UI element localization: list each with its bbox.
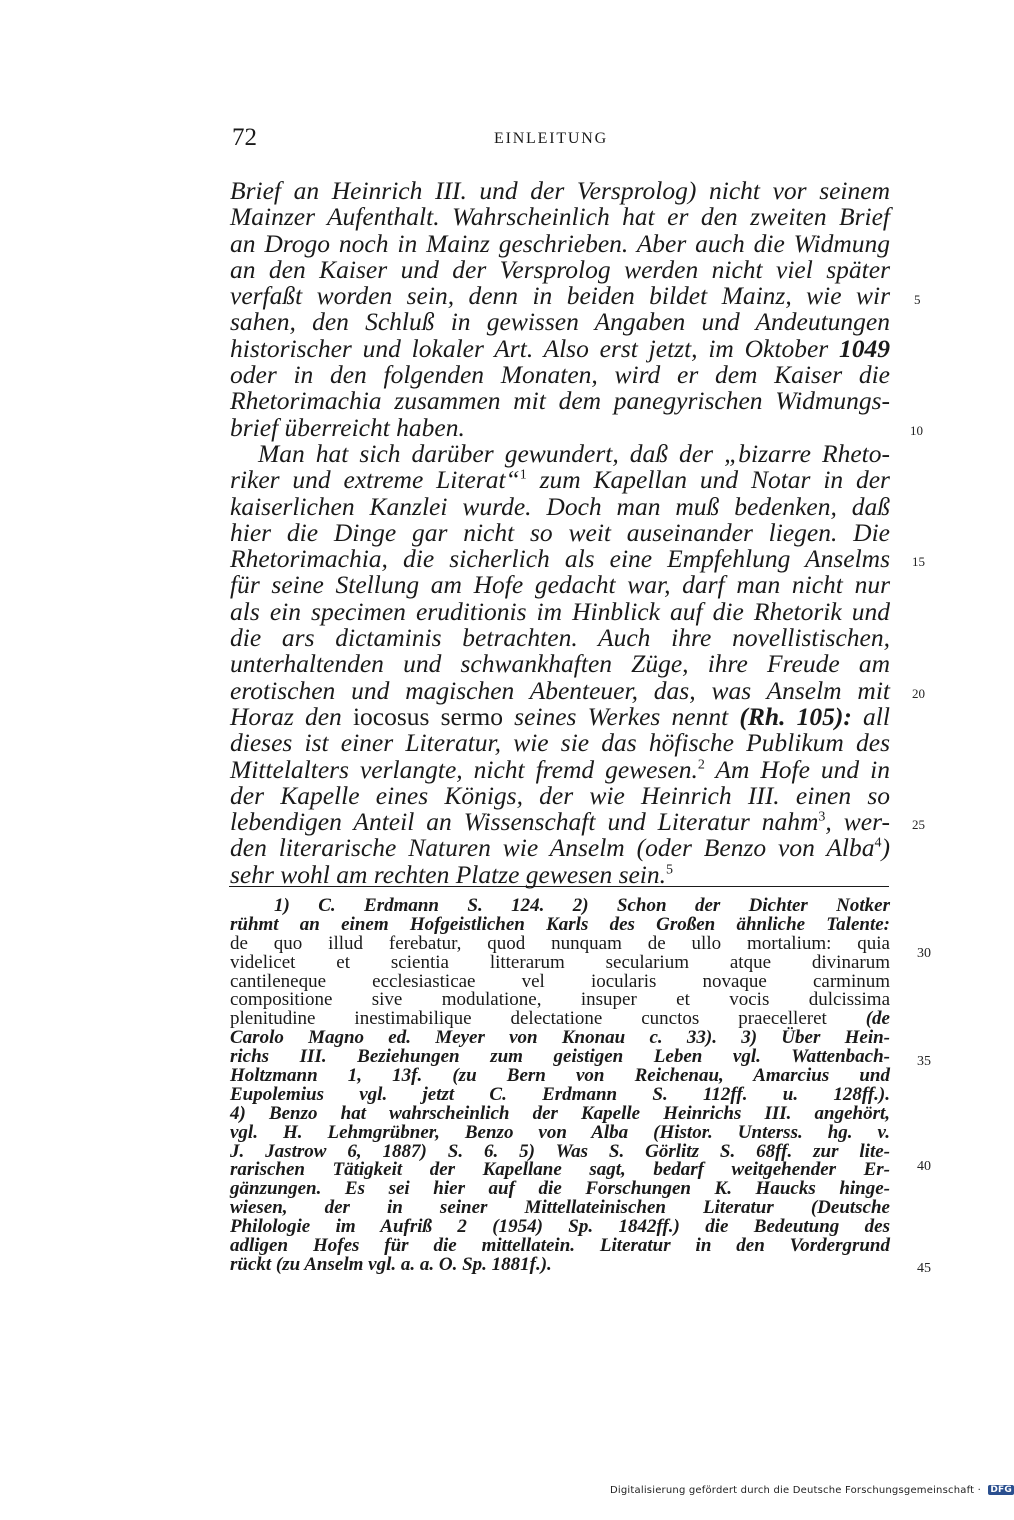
text-segment: Mittelalters verlangte, nicht fremd gewesen. bbox=[230, 754, 698, 784]
line-number: 5 bbox=[914, 292, 921, 307]
footnote-line: vgl. H. Lehmgrübner, Benzo von Alba (Histor. Unterss. hg. v. bbox=[230, 1121, 890, 1143]
text-line: sahen, den Schluß in gewissen Angaben und Andeutungen bbox=[230, 307, 890, 337]
line-number: 15 bbox=[912, 554, 925, 569]
footnote-line: rückt (zu Anselm vgl. a. a. O. Sp. 1881f.). bbox=[230, 1253, 552, 1275]
footnote-divider bbox=[229, 886, 889, 887]
line-number: 25 bbox=[912, 817, 925, 832]
text-line bbox=[230, 701, 890, 731]
footnote-segment: (de bbox=[826, 1008, 890, 1030]
footnote-segment: plenitudine inestimabilique delectatione cunctos praecelleret bbox=[230, 1008, 827, 1030]
footnote-line: rühmt an einem Hofgeistlichen Karls des Großen ähnliche Talente: bbox=[230, 913, 890, 935]
footnote-line: richs III. Beziehungen zum geistigen Leben vgl. Wattenbach- bbox=[230, 1046, 890, 1068]
footnote-line: Eupolemius vgl. jetzt C. Erdmann S. 112ff. u. 128ff.). bbox=[230, 1083, 890, 1105]
text-segment: zum Kapellan und Notar in der bbox=[526, 465, 890, 495]
line-number: 35 bbox=[917, 1054, 931, 1069]
text-line: der Kapelle eines Königs, der wie Heinrich III. einen so bbox=[230, 780, 890, 810]
footnote-line: Holtzmann 1, 13f. (zu Bern von Reichenau, Amarcius und bbox=[230, 1065, 890, 1087]
footnote-line: Philologie im Aufriß 2 (1954) Sp. 1842ff.) die Bedeutung des bbox=[230, 1216, 890, 1238]
text-line: oder in den folgenden Monaten, wird er dem Kaiser die bbox=[230, 360, 890, 390]
text-line: Man hat sich darüber gewundert, daß der „bizarre Rheto- bbox=[258, 438, 890, 468]
text-segment: Am Hofe und in bbox=[704, 754, 890, 784]
text-line: Mainzer Aufenthalt. Wahrscheinlich hat er den zweiten Brief bbox=[230, 202, 890, 232]
text-segment: riker und extreme Literat“ bbox=[230, 465, 520, 495]
footnote-line: videlicet et scientia litterarum secularium atque divinarum bbox=[230, 951, 890, 973]
text-line bbox=[230, 859, 890, 889]
page-number: 72 bbox=[232, 124, 257, 151]
footnote-mark[interactable]: 2 bbox=[697, 757, 705, 773]
text-line: Rhetorimachia, die sicherlich als eine Empfehlung Anselms bbox=[230, 544, 890, 574]
footnote-line: gänzungen. Es sei hier auf die Forschungen K. Haucks hinge- bbox=[230, 1178, 890, 1200]
text-segment: historischer und lokaler Art. Also erst jetzt, im Oktober bbox=[230, 333, 839, 363]
footnote-mark[interactable]: 4 bbox=[874, 835, 882, 851]
text-segment: sehr wohl am rechten Platze gewesen sein. bbox=[230, 859, 667, 889]
line-number: 10 bbox=[910, 423, 923, 438]
text-line bbox=[230, 754, 890, 784]
text-segment: all bbox=[851, 701, 890, 731]
line-number: 40 bbox=[917, 1159, 931, 1174]
text-line bbox=[230, 333, 890, 363]
text-line: für seine Stellung am Hofe gedacht war, darf man nicht nur bbox=[230, 570, 890, 600]
footnote-line: 1) C. Erdmann S. 124. 2) Schon der Dichter Notker bbox=[274, 895, 890, 916]
footnote-line: 4) Benzo hat wahrscheinlich der Kapelle Heinrichs III. angehört, bbox=[230, 1102, 890, 1124]
text-line: die ars dictaminis betrachten. Auch ihre novellistischen, bbox=[230, 623, 890, 653]
footnote-mark[interactable]: 5 bbox=[666, 862, 674, 878]
text-line: brief überreicht haben. bbox=[230, 412, 465, 442]
line-number: 30 bbox=[917, 946, 931, 961]
text-line: erotischen und magischen Abenteuer, das, was Anselm mit bbox=[230, 675, 890, 705]
footnote-line: wiesen, der in seiner Mittellateinischen Literatur (Deutsche bbox=[230, 1197, 890, 1219]
digitization-credit bbox=[610, 1485, 1014, 1496]
running-head: EINLEITUNG bbox=[494, 130, 608, 147]
text-line bbox=[230, 809, 890, 835]
text-line: als ein specimen eruditionis im Hinblick auf die Rhetorik und bbox=[230, 596, 890, 626]
line-number: 20 bbox=[912, 686, 925, 701]
upright-phrase: iocosus sermo bbox=[352, 701, 503, 731]
text-line bbox=[230, 467, 890, 493]
text-segment: Horaz den bbox=[230, 701, 353, 731]
text-line: Brief an Heinrich III. und der Versprolog) nicht vor seinem bbox=[230, 176, 890, 205]
footnote-line: adligen Hofes für die mittellatein. Literatur in den Vordergrund bbox=[230, 1235, 890, 1257]
text-segment: den literarische Naturen wie Anselm (oder Benzo von Alba bbox=[230, 833, 875, 863]
text-segment: , wer- bbox=[825, 807, 890, 837]
footnote-line: J. Jastrow 6, 1887) S. 6. 5) Was S. Görlitz S. 68ff. zur lite- bbox=[230, 1140, 890, 1162]
footnote-mark[interactable]: 1 bbox=[519, 467, 527, 483]
credit-text: Digitalisierung gefördert durch die Deutsche Forschungsgemeinschaft · bbox=[610, 1485, 981, 1496]
text-line: unterhaltenden und schwankhaften Züge, ihre Freude am bbox=[230, 649, 890, 679]
text-line: an den Kaiser und der Versprolog werden nicht viel später bbox=[230, 254, 890, 284]
footnote-line: Carolo Magno ed. Meyer von Knonau c. 33). 3) Über Hein- bbox=[230, 1027, 890, 1049]
text-line bbox=[230, 835, 890, 861]
year-number: 1049 bbox=[839, 333, 890, 363]
footnotes bbox=[230, 897, 890, 1275]
text-line: hier die Dinge gar nicht so weit auseinander liegen. Die bbox=[230, 517, 890, 547]
text-line: an Drogo noch in Mainz geschrieben. Aber auch die Widmung bbox=[230, 228, 890, 258]
line-number: 45 bbox=[917, 1261, 931, 1276]
main-text bbox=[230, 178, 890, 888]
text-line: verfaßt worden sein, denn in beiden bildet Mainz, wie wir bbox=[230, 281, 890, 311]
reference: (Rh. 105): bbox=[739, 701, 852, 731]
footnote-mark[interactable]: 3 bbox=[818, 809, 826, 825]
text-line: Rhetorimachia zusammen mit dem panegyrischen Widmungs- bbox=[230, 386, 890, 416]
footnote-line: rarischen Tätigkeit der Kapellane sagt, bedarf weitgehender Er- bbox=[230, 1159, 890, 1181]
footnote-line: cantileneque ecclesiasticae vel iocularis novaque carminum bbox=[230, 970, 890, 992]
text-line: kaiserlichen Kanzlei wurde. Doch man muß bedenken, daß bbox=[230, 491, 890, 521]
text-segment: seines Werkes nennt bbox=[502, 701, 740, 731]
footnote-line: compositione sive modulatione, insuper et vocis dulcissima bbox=[230, 989, 890, 1011]
text-line: dieses ist einer Literatur, wie sie das höfische Publikum des bbox=[230, 728, 890, 758]
dfg-logo-icon: DFG bbox=[990, 1485, 1012, 1495]
text-segment: lebendigen Anteil an Wissenschaft und Literatur nahm bbox=[230, 807, 819, 837]
text-segment: ) bbox=[881, 833, 890, 863]
footnote-line: de quo illud ferebatur, quod nunquam de ullo mortalium: quia bbox=[230, 932, 890, 954]
